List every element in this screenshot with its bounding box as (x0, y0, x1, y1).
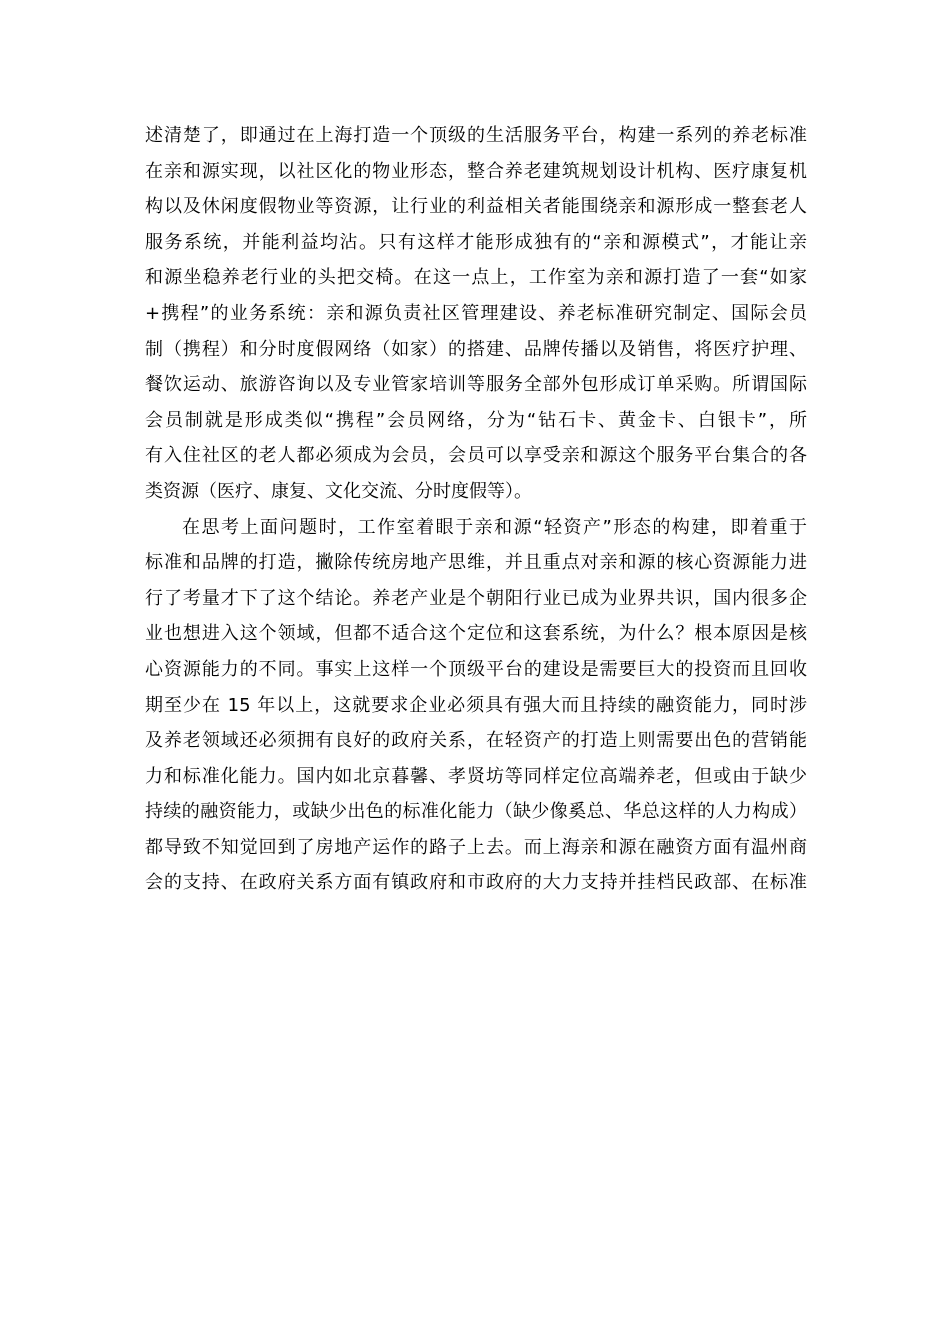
text-line: 述清楚了，即通过在上海打造一个顶级的生活服务平台，构建一系列的养老标准 (145, 125, 807, 146)
text-line: 和源坐稳养老行业的头把交椅。在这一点上，工作室为亲和源打造了一套“如家 (145, 267, 807, 289)
text-line: 构以及休闲度假物业等资源，让行业的利益相关者能围绕亲和源形成一整套老人 (145, 196, 807, 218)
text-line: 力和标准化能力。国内如北京暮馨、孝贤坊等同样定位高端养老，但或由于缺少 (145, 765, 807, 787)
text-line: 及养老领域还必须拥有良好的政府关系，在轻资产的打造上则需要出色的营销能 (145, 730, 807, 752)
paragraph-1 (145, 118, 807, 510)
text-line: 服务系统，并能利益均沾。只有这样才能形成独有的“亲和源模式”，才能让亲 (145, 231, 807, 253)
text-line: 会的支持、在政府关系方面有镇政府和市政府的大力支持并挂档民政部、在标准 (145, 872, 807, 894)
paragraph-2 (145, 510, 807, 902)
text-line: 标准和品牌的打造，撇除传统房地产思维，并且重点对亲和源的核心资源能力进 (145, 552, 807, 574)
text-line: 类资源（医疗、康复、文化交流、分时度假等）。 (145, 480, 532, 502)
text-line: 持续的融资能力，或缺少出色的标准化能力（缺少像奚总、华总这样的人力构成） (145, 801, 807, 823)
text-line: 在亲和源实现，以社区化的物业形态，整合养老建筑规划设计机构、医疗康复机 (145, 160, 807, 182)
text-line: 会员制就是形成类似“携程”会员网络，分为“钻石卡、黄金卡、白银卡”，所 (145, 409, 807, 431)
text-line: 期至少在 15 年以上，这就要求企业必须具有强大而且持续的融资能力，同时涉 (145, 694, 807, 716)
text-line: 心资源能力的不同。事实上这样一个顶级平台的建设是需要巨大的投资而且回收 (145, 658, 807, 680)
text-line: 在思考上面问题时，工作室着眼于亲和源“轻资产”形态的构建，即着重于 (182, 516, 807, 538)
text-line: 行了考量才下了这个结论。养老产业是个朝阳行业已成为业界共识，国内很多企 (145, 587, 807, 609)
text-line: 餐饮运动、旅游咨询以及专业管家培训等服务全部外包形成订单采购。所谓国际 (145, 374, 807, 396)
text-line: +携程”的业务系统：亲和源负责社区管理建设、养老标准研究制定、国际会员 (145, 302, 807, 324)
document-body (145, 118, 807, 901)
text-line: 都导致不知觉回到了房地产运作的路子上去。而上海亲和源在融资方面有温州商 (145, 836, 807, 858)
text-line: 有入住社区的老人都必须成为会员，会员可以享受亲和源这个服务平台集合的各 (145, 445, 807, 467)
text-line: 业也想进入这个领域，但都不适合这个定位和这套系统，为什么？根本原因是核 (145, 623, 807, 645)
text-line: 制（携程）和分时度假网络（如家）的搭建、品牌传播以及销售，将医疗护理、 (145, 338, 807, 360)
